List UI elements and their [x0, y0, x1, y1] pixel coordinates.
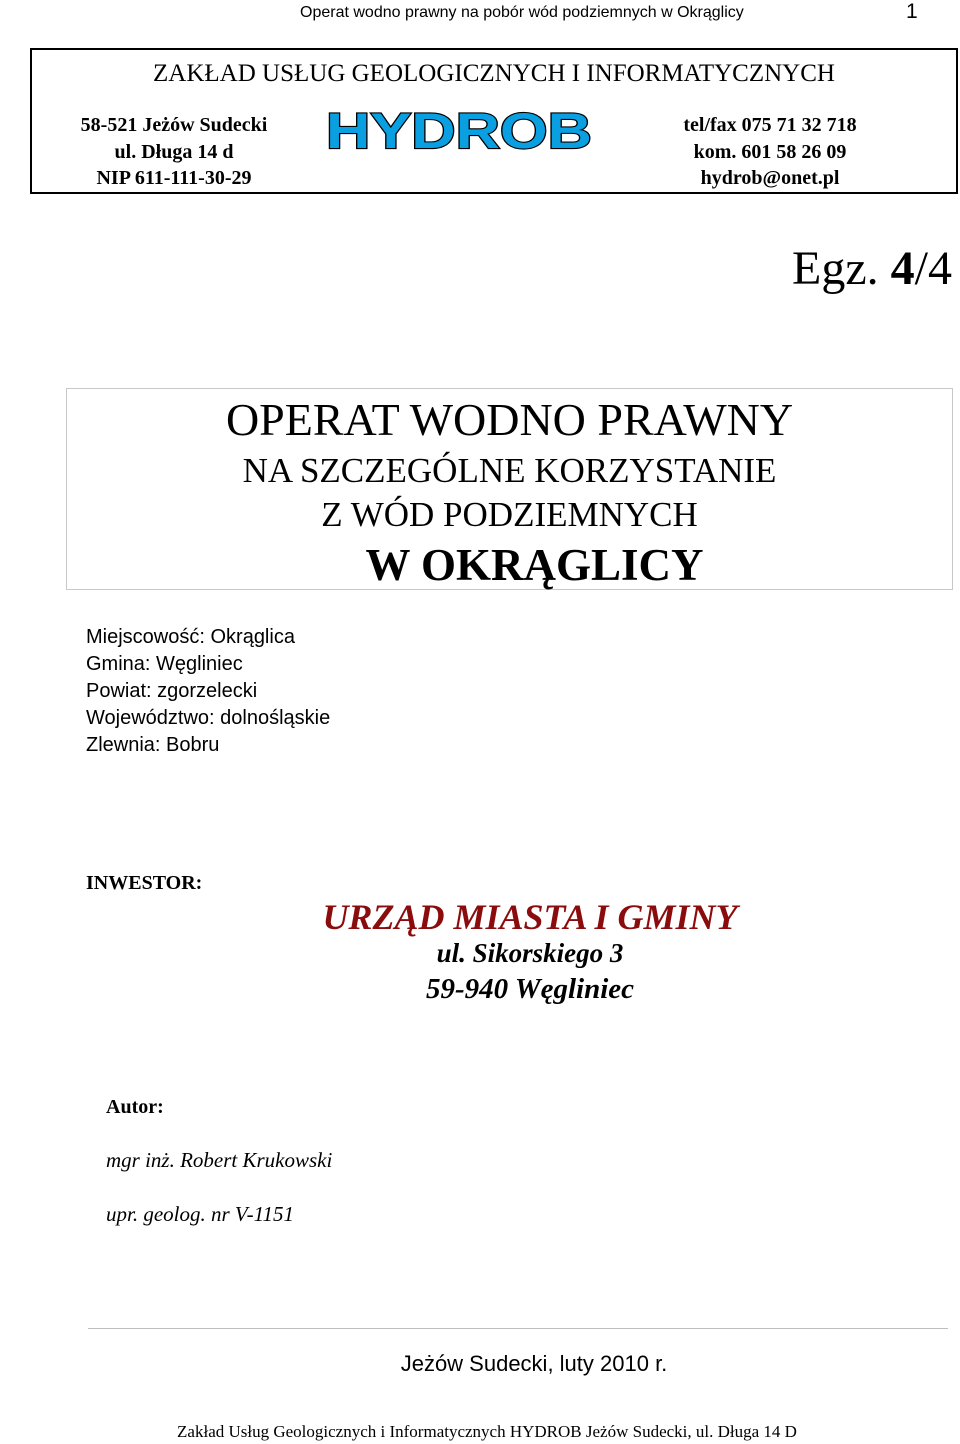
hydrob-logo-text: HYDROB: [326, 103, 592, 156]
document-subtitle-line2: Z WÓD PODZIEMNYCH: [321, 495, 698, 534]
letterhead-box: [30, 48, 958, 194]
investor-street: ul. Sikorskiego 3: [436, 938, 624, 968]
investor-block: [250, 896, 810, 1006]
author-license: upr. geolog. nr V-1151: [106, 1202, 295, 1226]
location-catchment: Zlewnia: Bobru: [86, 734, 220, 756]
copy-number-label: [792, 241, 952, 296]
address-nip: NIP 611-111-30-29: [96, 167, 252, 189]
hydrob-logo: [322, 102, 596, 156]
running-header: Operat wodno prawny na pobór wód podziemnych w Okrąglicy: [300, 4, 744, 21]
place-date: Jeżów Sudecki, luty 2010 r.: [400, 1351, 668, 1376]
copy-number: 4: [890, 242, 915, 295]
contact-email: hydrob@onet.pl: [700, 167, 840, 189]
footer-divider: [88, 1328, 948, 1329]
author-name: mgr inż. Robert Krukowski: [106, 1148, 333, 1172]
contact-mobile: kom. 601 58 26 09: [693, 141, 847, 163]
page-footer: Zakład Usług Geologicznych i Informatycznych HYDROB Jeżów Sudecki, ul. Długa 14 D: [177, 1422, 797, 1441]
contact-phone: tel/fax 075 71 32 718: [683, 114, 857, 136]
document-subtitle-line1: NA SZCZEGÓLNE KORZYSTANIE: [242, 451, 777, 490]
investor-name: URZĄD MIASTA I GMINY: [322, 897, 738, 937]
page-number: 1: [906, 0, 918, 23]
title-box: [66, 388, 953, 590]
address-street-city: 58-521 Jeżów Sudecki: [80, 114, 268, 136]
copy-prefix: Egz.: [792, 242, 879, 295]
location-locality: Miejscowość: Okrąglica: [86, 626, 295, 648]
author-label: Autor:: [106, 1096, 164, 1118]
investor-city: 59-940 Węgliniec: [425, 973, 635, 1005]
address-street: ul. Długa 14 d: [114, 141, 234, 163]
location-county: Powiat: zgorzelecki: [86, 680, 258, 702]
document-title: OPERAT WODNO PRAWNY: [225, 394, 794, 445]
investor-label: INWESTOR:: [86, 872, 203, 894]
document-subtitle-line3: W OKRĄGLICY: [365, 540, 704, 590]
location-commune: Gmina: Węgliniec: [86, 653, 243, 675]
copy-total: /4: [914, 242, 952, 295]
company-name: ZAKŁAD USŁUG GEOLOGICZNYCH I INFORMATYCZNYCH: [153, 60, 835, 87]
location-details: [86, 624, 330, 759]
location-voivodeship: Województwo: dolnośląskie: [86, 707, 331, 729]
